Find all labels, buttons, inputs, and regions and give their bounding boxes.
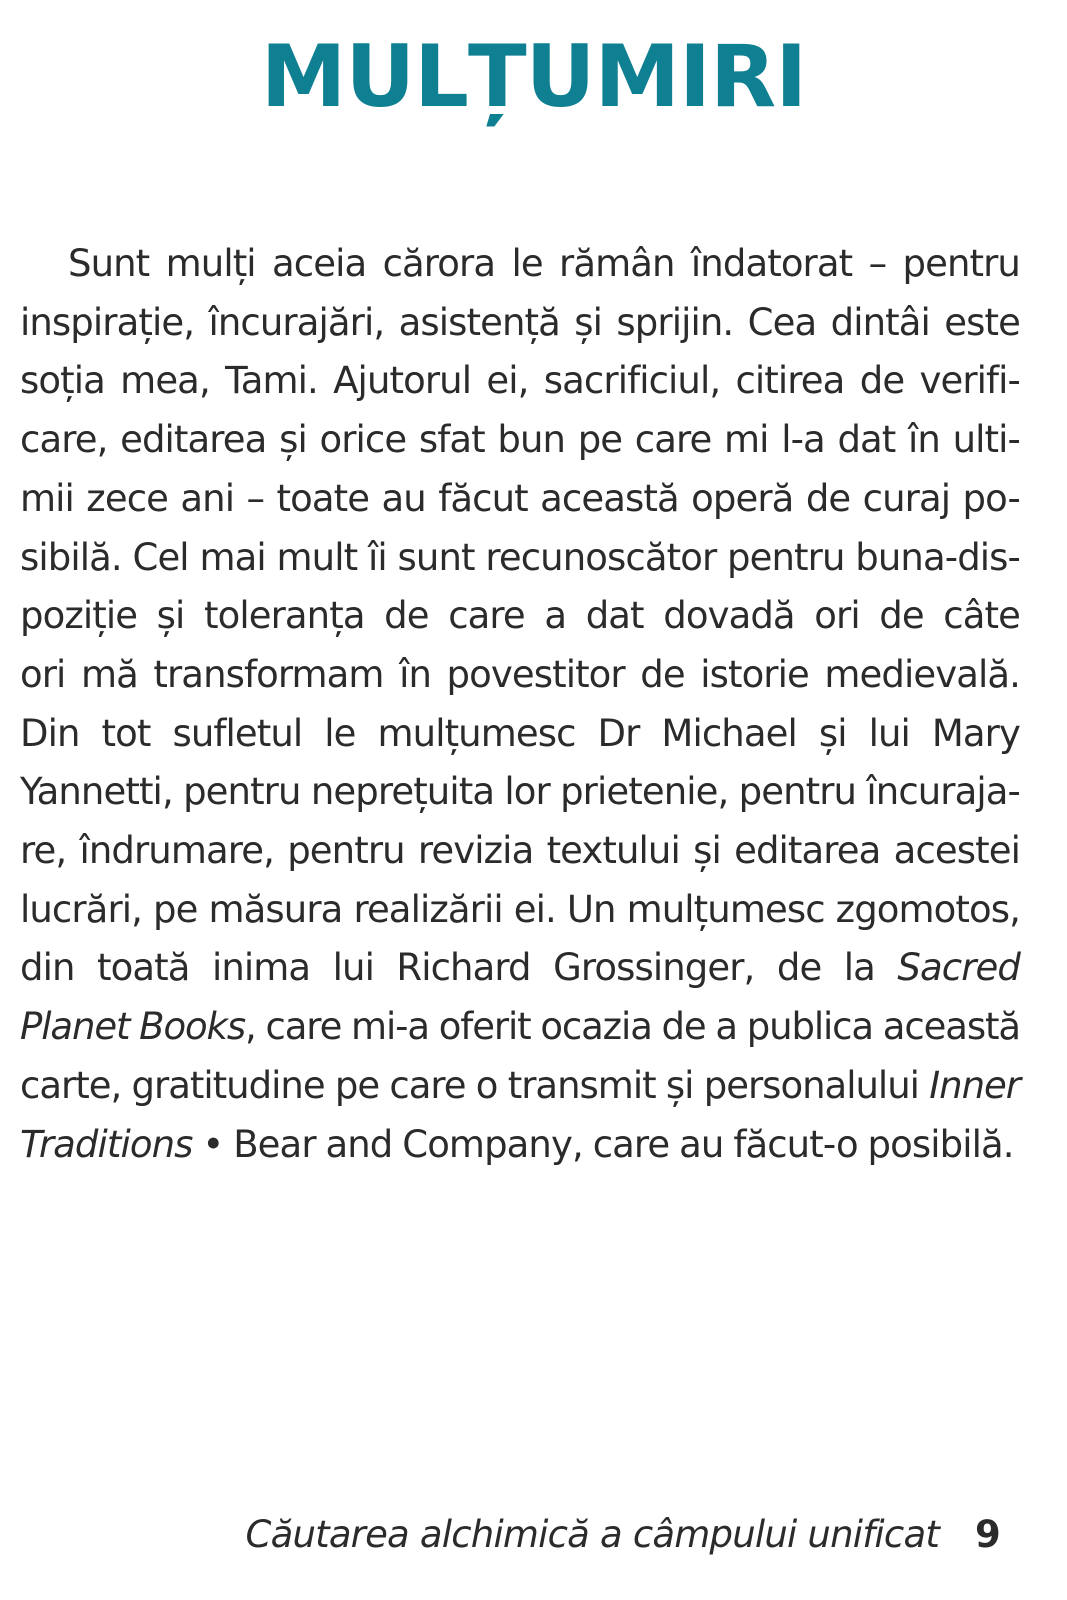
text-line xyxy=(20,1116,1020,1175)
text-segment: din toată inima lui Richard Grossinger, de la xyxy=(20,946,898,990)
text-line: Yannetti, pentru neprețuita lor prietenie, pentru încuraja- xyxy=(20,770,1020,814)
italic-title-inner: Inner xyxy=(929,1063,1020,1107)
text-line: ori mă transformam în povestitor de istorie medievală. xyxy=(20,652,1020,696)
page-title: MULȚUMIRI xyxy=(260,27,807,127)
text-line: inspirație, încurajări, asistență și sprijin. Cea dintâi este xyxy=(20,300,1020,344)
page-number: 9 xyxy=(975,1513,1000,1556)
italic-title-planet-books: Planet Books xyxy=(20,1005,246,1049)
acknowledgements-paragraph xyxy=(20,235,1020,1174)
text-segment: • Bear and Company, care au făcut-o posibilă. xyxy=(192,1122,1014,1166)
text-line: Din tot sufletul le mulțumesc Dr Michael și lui Mary xyxy=(20,711,1020,755)
text-line: sibilă. Cel mai mult îi sunt recunoscător pentru buna-dis- xyxy=(20,535,1020,579)
running-title: Căutarea alchimică a câmpului unificat xyxy=(245,1513,940,1556)
text-line: lucrări, pe măsura realizării ei. Un mulțumesc zgomotos, xyxy=(20,887,1020,931)
italic-title-traditions: Traditions xyxy=(20,1122,193,1166)
text-segment: , care mi-a oferit ocazia de a publica această xyxy=(245,1005,1020,1049)
text-line: soția mea, Tami. Ajutorul ei, sacrificiul, citirea de verifi- xyxy=(20,359,1020,403)
text-line: Sunt mulți aceia cărora le rămân îndatorat – pentru xyxy=(68,242,1020,285)
text-line: poziție și toleranța de care a dat dovadă ori de câte xyxy=(20,594,1020,638)
text-segment: carte, gratitudine pe care o transmit și personalului xyxy=(20,1063,930,1107)
italic-title-sacred: Sacred xyxy=(897,946,1020,990)
text-line: care, editarea și orice sfat bun pe care mi l-a dat în ulti- xyxy=(20,418,1020,462)
text-line: re, îndrumare, pentru revizia textului și editarea acestei xyxy=(20,829,1020,873)
page-footer xyxy=(246,1510,1000,1560)
text-line xyxy=(20,939,1020,998)
text-line: mii zece ani – toate au făcut această operă de curaj po- xyxy=(20,476,1020,520)
text-line xyxy=(20,1057,1020,1116)
text-line xyxy=(20,998,1020,1057)
